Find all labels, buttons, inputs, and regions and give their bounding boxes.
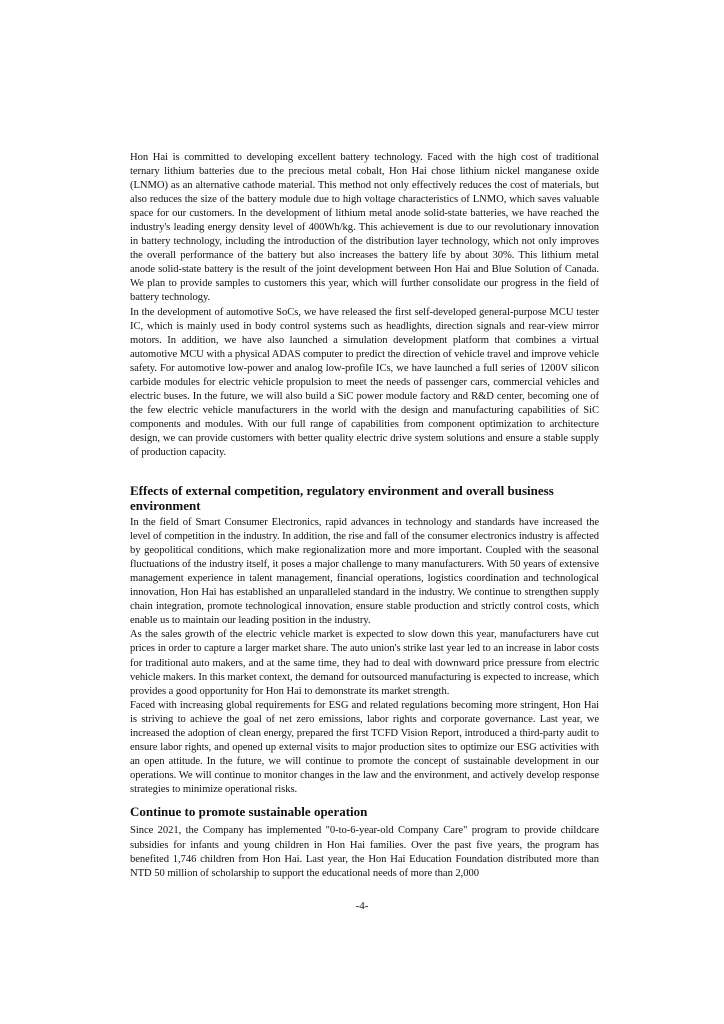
paragraph-esg-regulations: Faced with increasing global requirements for ESG and related regulations becoming more stringent, Hon Hai is striving to achieve the goal of net zero emissions, labor rights and corporate governance. Last year, we increased the adoption of clean energy, prepared the first TCFD Vision Report, introduced a third-party audit to ensure labor rights, and opened up external visits to major production sites to optimize our ESG activities with an open attitude. In the future, we will continue to promote the concept of sustainable development in our operations. We will continue to monitor changes in the law and the environment, and actively develop response strategies to minimize operational risks. — [130, 699, 599, 795]
paragraph-automotive-socs: In the development of automotive SoCs, we have released the first self-developed general-purpose MCU tester IC, which is mainly used in body control systems such as headlights, direction signals and rear-view mirror motors. In addition, we have also launched a simulation development platform that combines a virtual automotive MCU with a physical ADAS computer to predict the direction of vehicle travel and improve vehicle safety. For automotive low-power and analog low-profile ICs, we have launched a full series of 1200V silicon carbide modules for electric vehicle propulsion to meet the needs of passenger cars, commercial vehicles and electric buses. In the future, we will also build a SiC power module factory and R&D center, becoming one of the few electric vehicle manufacturers in the world with the design and manufacturing capabilities of SiC components and modules. With our full range of capabilities from component optimization to architecture design, we can provide customers with better quality electric drive system solutions and ensure a stable supply of production capacity. — [130, 306, 599, 458]
section-heading-external-competition: Effects of external competition, regulatory environment and overall business environment — [130, 483, 554, 513]
section-heading-sustainable-operation: Continue to promote sustainable operation — [130, 803, 368, 819]
paragraph-smart-consumer-electronics: In the field of Smart Consumer Electronics, rapid advances in technology and standards have increased the level of competition in the industry. In addition, the rise and fall of the consumer electronics industry is affected by geopolitical conditions, which make regionalization more and more important. Coupled with the seasonal fluctuations of the industry itself, it poses a major challenge to many manufacturers. With 50 years of extensive management experience in talent management, financial operations, logistics coordination and technological innovation, Hon Hai has established an unparalleled standard in the industry. We continue to strengthen supply chain integration, promote technological innovation, ensure stable production and strictly control costs, which enable us to maintain our leading position in the industry. — [130, 517, 599, 627]
paragraph-company-care-program: Since 2021, the Company has implemented "0-to-6-year-old Company Care" program to provide childcare subsidies for infants and young children in Hon Hai families. Over the past five years, the program has benefited 1,746 children from Hon Hai. Last year, the Hon Hai Education Foundation distributed more than NTD 50 million of scholarship to support the educational needs of more than 2,000 — [130, 825, 599, 879]
paragraph-battery-technology: Hon Hai is committed to developing excellent battery technology. Faced with the high cost of traditional ternary lithium batteries due to the precious metal cobalt, Hon Hai chose lithium nickel manganese oxide (LNMO) as an alternative cathode material. This method not only effectively reduces the cost of materials, but also reduces the size of the battery module due to high voltage characteristics of LNMO, which saves valuable space for our customers. In the development of lithium metal anode solid-state batteries, we have reached the industry's leading energy density level of 400Wh/kg. This achievement is due to our revolutionary innovation in battery technology, including the introduction of the distribution layer technology, which not only improves the overall performance of the battery but also increases the battery life by about 30%. This lithium metal anode solid-state battery is the result of the joint development between Hon Hai and Blue Solution of Canada. We plan to provide samples to customers this year, which will further consolidate our progress in the field of battery technology. — [130, 152, 599, 304]
page-number: -4- — [355, 900, 369, 912]
document-body — [130, 151, 599, 881]
paragraph-electric-vehicle-market: As the sales growth of the electric vehicle market is expected to slow down this year, manufacturers have cut prices in order to capture a larger market share. The auto union's strike last year led to an increase in labor costs for traditional auto makers, and at the same time, they had to deal with downward price pressure from electric vehicle makers. In this market context, the demand for outsourced manufacturing is expected to increase, which provides a good opportunity for Hon Hai to demonstrate its market strength. — [130, 629, 599, 697]
